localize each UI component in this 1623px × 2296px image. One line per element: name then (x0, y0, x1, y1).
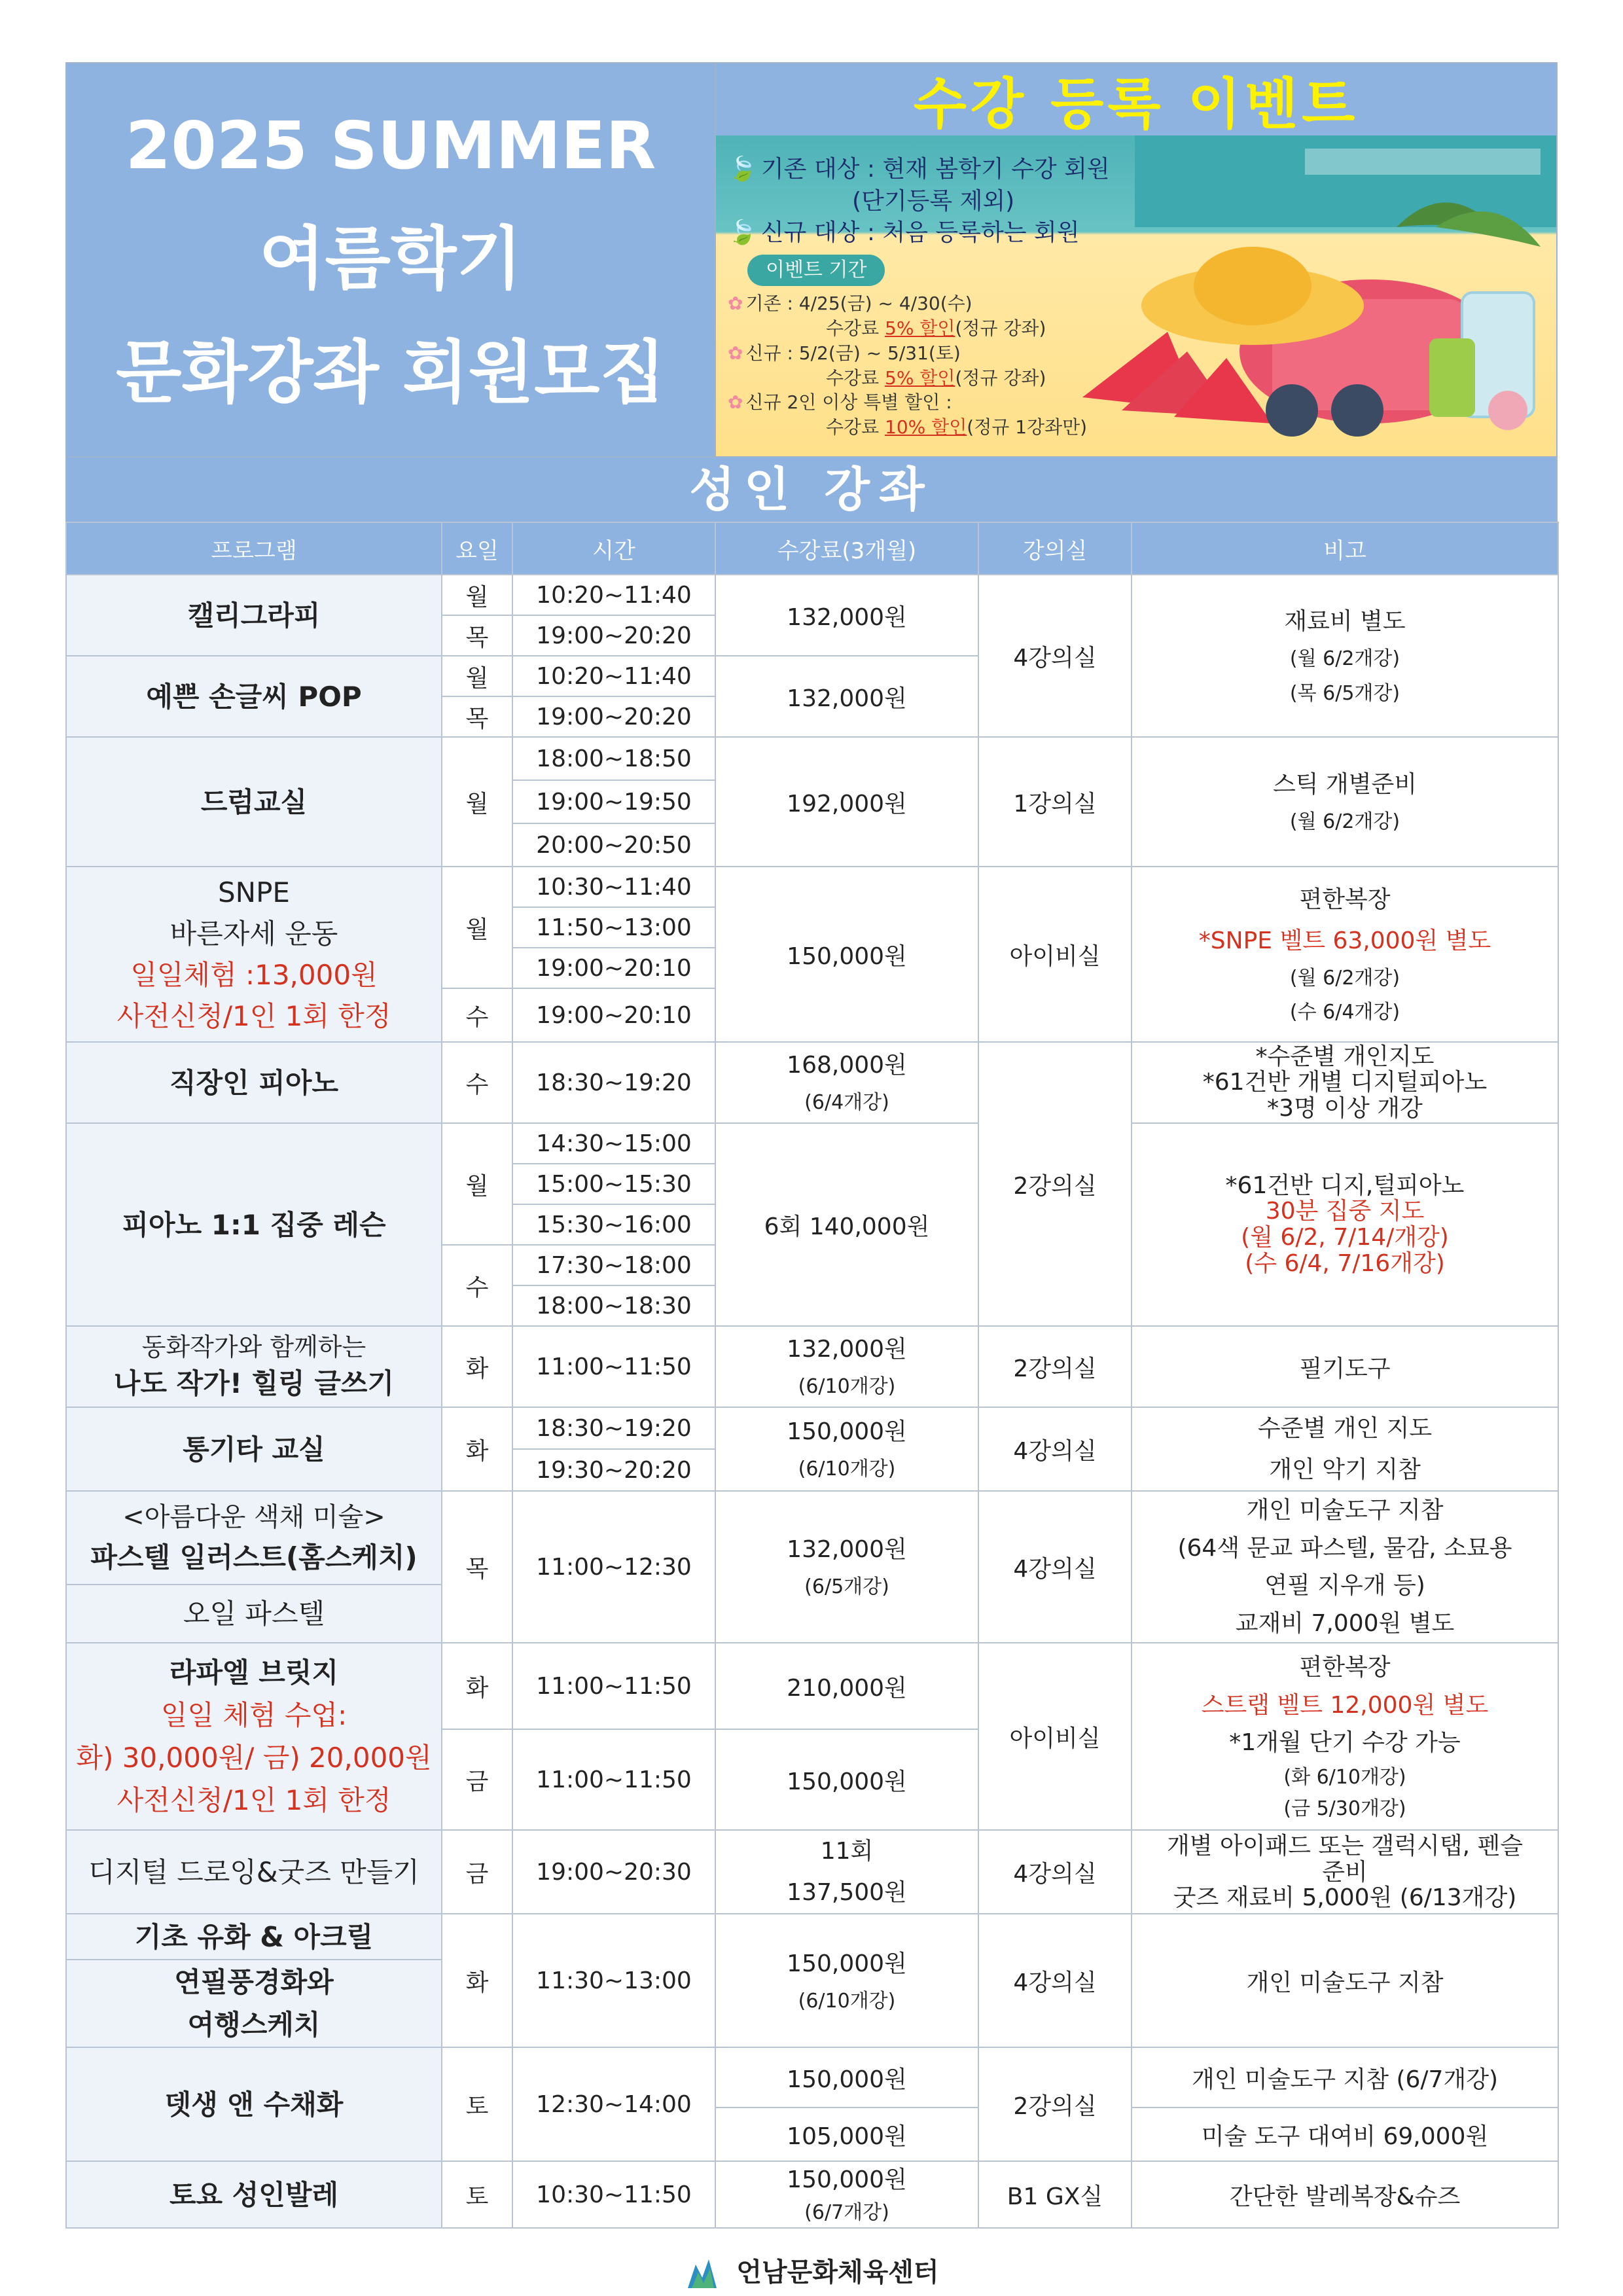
flower-icon: ✿ (728, 293, 743, 315)
time-cell: 19:00~20:20 (512, 615, 715, 656)
fee-line: (6/4개강) (804, 1091, 889, 1115)
flower-icon: ✿ (728, 342, 743, 364)
note-line: 수준별 개인 지도 (1257, 1415, 1433, 1442)
fee-line: (6/5개강) (804, 1575, 889, 1599)
note-line: (수 6/4개강) (1289, 1001, 1400, 1024)
program-line: 여행스케치 (187, 2009, 321, 2041)
time-cell: 10:20~11:40 (512, 656, 715, 696)
fee-cell: 210,000원 (715, 1643, 978, 1729)
program-name: 뎃생 앤 수채화 (66, 2047, 442, 2161)
note-line: *1개월 단기 수강 가능 (1229, 1729, 1461, 1757)
table-row (66, 1407, 1558, 1449)
event-special: 신규 2인 이상 특별 할인 : (745, 391, 952, 414)
program-name (66, 1643, 442, 1830)
leaf-icon: 🍃 (728, 156, 757, 183)
note-line: *3명 이상 개강 (1267, 1094, 1423, 1122)
event-banner (716, 135, 1556, 456)
note-line: 개인 미술도구 지참 (1246, 1497, 1444, 1524)
program-line: 동화작가와 함께하는 (141, 1333, 366, 1361)
footer (0, 2251, 1623, 2292)
discount-10: 10% 할인 (885, 416, 967, 439)
fee-cell (715, 1407, 978, 1491)
program-name (66, 867, 442, 1042)
room-cell: 아이비실 (978, 1643, 1132, 1830)
program-line: 사전신청/1인 1회 한정 (116, 1784, 391, 1817)
note-line: *SNPE 벨트 63,000원 별도 (1198, 927, 1491, 954)
program-line: 일일체험 :13,000원 (130, 959, 378, 991)
note-line: (64색 문교 파스텔, 물감, 소묘용 (1177, 1534, 1512, 1562)
title-line-3: 문화강좌 회원모집 (116, 332, 666, 412)
time-cell: 12:30~14:00 (512, 2047, 715, 2161)
note-cell: 간단한 발레복장&슈즈 (1132, 2161, 1558, 2228)
room-cell: 4강의실 (978, 1407, 1132, 1491)
regular-note: (정규 강좌) (955, 317, 1046, 340)
note-cell (1132, 1042, 1558, 1123)
note-cell (1132, 1643, 1558, 1830)
program-name (66, 1960, 442, 2047)
day-cell: 월 (442, 737, 512, 867)
fee-line: 168,000원 (787, 1052, 907, 1079)
fee-line: (6/7개강) (804, 2200, 889, 2224)
time-cell: 11:00~11:50 (512, 1326, 715, 1407)
time-cell: 19:00~20:30 (512, 1830, 715, 1914)
day-cell: 화 (442, 1914, 512, 2047)
time-cell: 18:30~19:20 (512, 1042, 715, 1123)
day-cell: 화 (442, 1643, 512, 1729)
room-cell: 아이비실 (978, 867, 1132, 1042)
program-name: 오일 파스텔 (66, 1585, 442, 1643)
fee-cell (715, 1491, 978, 1643)
col-fee: 수강료(3개월) (715, 522, 978, 575)
time-cell: 19:30~20:20 (512, 1449, 715, 1491)
fee-line: 150,000원 (787, 1950, 907, 1977)
note-cell (1132, 1491, 1558, 1643)
note-cell (1132, 737, 1558, 867)
day-cell: 수 (442, 1042, 512, 1123)
program-line: 나도 작가! 힐링 글쓰기 (113, 1367, 395, 1400)
program-name: 드럼교실 (66, 737, 442, 867)
note-line: (금 5/30개강) (1283, 1797, 1406, 1820)
fee-cell (715, 1326, 978, 1407)
poster-header (65, 62, 1558, 457)
regular-one-note: (정규 1강좌만) (967, 416, 1088, 439)
note-line: (목 6/5개강) (1289, 681, 1400, 705)
day-cell: 화 (442, 1326, 512, 1407)
note-line: (수 6/4, 7/16개강) (1245, 1249, 1445, 1277)
program-name: 직장인 피아노 (66, 1042, 442, 1123)
time-cell: 14:30~15:00 (512, 1123, 715, 1164)
time-cell: 19:00~19:50 (512, 780, 715, 823)
day-cell: 수 (442, 988, 512, 1042)
fee-cell: 105,000원 (715, 2108, 978, 2161)
program-line: 화) 30,000원/ 금) 20,000원 (76, 1742, 432, 1774)
col-day: 요일 (442, 522, 512, 575)
time-cell: 11:00~11:50 (512, 1729, 715, 1830)
table-row (66, 2047, 1558, 2108)
note-line: 30분 집중 지도 (1265, 1198, 1425, 1225)
leaf-icon: 🍃 (728, 219, 757, 247)
fee-cell: 6회 140,000원 (715, 1123, 978, 1326)
day-cell: 화 (442, 1407, 512, 1491)
poster (65, 62, 1558, 2229)
room-cell: 1강의실 (978, 737, 1132, 867)
room-cell: 2강의실 (978, 1326, 1132, 1407)
note-line: 재료비 별도 (1284, 608, 1406, 635)
program-line: <아름다운 색채 미술> (122, 1502, 385, 1533)
fee-line: 11회 (820, 1838, 874, 1865)
fee-line: (6/10개강) (798, 1989, 896, 2013)
note-line: *수준별 개인지도 (1255, 1043, 1435, 1070)
fee-line: 150,000원 (787, 1418, 907, 1446)
discount-prefix: 수강료 (826, 367, 885, 389)
note-line: 굿즈 재료비 5,000원 (6/13개강) (1173, 1884, 1517, 1912)
fee-cell (715, 1042, 978, 1123)
table-row (66, 1123, 1558, 1164)
day-cell: 금 (442, 1729, 512, 1830)
table-row (66, 1643, 1558, 1729)
discount-prefix: 수강료 (826, 416, 885, 439)
time-cell: 18:00~18:50 (512, 737, 715, 780)
col-room: 강의실 (978, 522, 1132, 575)
course-table (65, 522, 1559, 2229)
program-line: 바른자세 운동 (169, 918, 338, 950)
title-line-2: 여름학기 (259, 219, 522, 298)
flower-icon: ✿ (728, 391, 743, 414)
program-name (66, 1491, 442, 1585)
note-cell: 개인 미술도구 지참 (6/7개강) (1132, 2047, 1558, 2108)
fee-line: 150,000원 (787, 2166, 907, 2193)
note-line: 스틱 개별준비 (1272, 771, 1418, 798)
note-line: 교재비 7,000원 별도 (1235, 1609, 1455, 1637)
program-line: 파스텔 일러스트(홈스케치) (90, 1541, 418, 1574)
time-cell: 19:00~20:10 (512, 948, 715, 988)
note-line: (월 6/2, 7/14/개강) (1241, 1224, 1449, 1251)
room-cell: B1 GX실 (978, 2161, 1132, 2228)
program-line: 연필풍경화와 (174, 1966, 334, 1999)
day-cell: 토 (442, 2161, 512, 2228)
program-name (66, 1326, 442, 1407)
event-period-label: 이벤트 기간 (747, 255, 885, 287)
note-line: 연필 지우개 등) (1264, 1572, 1425, 1600)
room-cell: 4강의실 (978, 1491, 1132, 1643)
day-cell: 토 (442, 2047, 512, 2161)
event-title: 수강 등록 이벤트 (716, 63, 1556, 135)
col-note: 비고 (1132, 522, 1558, 575)
note-line: (월 6/2개강) (1289, 647, 1400, 670)
fee-cell: 150,000원 (715, 867, 978, 1042)
time-cell: 11:00~11:50 (512, 1643, 715, 1729)
fee-line: (6/10개강) (798, 1375, 896, 1399)
time-cell: 19:00~20:10 (512, 988, 715, 1042)
event-existing-period: 기존 : 4/25(금) ~ 4/30(수) (745, 293, 972, 315)
note-line: 편한복장 (1299, 1653, 1391, 1681)
table-row (66, 2161, 1558, 2228)
time-cell: 11:30~13:00 (512, 1914, 715, 2047)
fee-line: (6/10개강) (798, 1458, 896, 1481)
day-cell: 월 (442, 867, 512, 988)
table-row (66, 1326, 1558, 1407)
room-cell: 4강의실 (978, 575, 1132, 737)
note-cell (1132, 867, 1558, 1042)
program-line: SNPE (218, 876, 290, 908)
room-cell: 4강의실 (978, 1914, 1132, 2047)
note-line: 편한복장 (1299, 886, 1391, 913)
time-cell: 10:20~11:40 (512, 575, 715, 615)
event-new: 신규 대상 : 처음 등록하는 회원 (760, 219, 1080, 247)
program-name: 기초 유화 & 아크릴 (66, 1914, 442, 1960)
event-details (728, 154, 1160, 440)
program-line: 사전신청/1인 1회 한정 (116, 1000, 391, 1032)
fee-cell: 192,000원 (715, 737, 978, 867)
center-logo-icon (684, 2255, 721, 2292)
fee-cell (715, 1830, 978, 1914)
fee-cell (715, 2161, 978, 2228)
day-cell: 월 (442, 575, 512, 615)
title-box (67, 63, 715, 456)
day-cell: 목 (442, 1491, 512, 1643)
fee-line: 132,000원 (787, 1336, 907, 1363)
day-cell: 월 (442, 1123, 512, 1245)
time-cell: 10:30~11:50 (512, 2161, 715, 2228)
discount-5-existing: 5% 할인 (885, 317, 955, 340)
discount-prefix: 수강료 (826, 317, 885, 340)
program-name: 디지털 드로잉&굿즈 만들기 (66, 1830, 442, 1914)
program-name: 예쁜 손글씨 POP (66, 656, 442, 737)
program-name: 통기타 교실 (66, 1407, 442, 1491)
event-existing: 기존 대상 : 현재 봄학기 수강 회원 (760, 156, 1110, 183)
note-line: (월 6/2개강) (1289, 810, 1400, 834)
time-cell: 18:30~19:20 (512, 1407, 715, 1449)
note-cell (1132, 1407, 1558, 1491)
fee-cell: 132,000원 (715, 575, 978, 656)
day-cell: 목 (442, 615, 512, 656)
time-cell: 15:00~15:30 (512, 1164, 715, 1204)
table-row (66, 1914, 1558, 1960)
note-cell (1132, 1830, 1558, 1914)
fee-line: 132,000원 (787, 1536, 907, 1564)
day-cell: 수 (442, 1245, 512, 1326)
event-existing-note: (단기등록 제외) (852, 187, 1015, 215)
event-new-period: 신규 : 5/2(금) ~ 5/31(토) (745, 342, 961, 364)
time-cell: 17:30~18:00 (512, 1245, 715, 1285)
section-title: 성인 강좌 (65, 457, 1558, 522)
fee-cell: 150,000원 (715, 1729, 978, 1830)
note-line: *61건반 디지,털피아노 (1225, 1172, 1465, 1199)
program-name: 토요 성인발레 (66, 2161, 442, 2228)
time-cell: 20:00~20:50 (512, 823, 715, 867)
note-line: (화 6/10개강) (1283, 1765, 1406, 1789)
day-cell: 목 (442, 696, 512, 737)
note-line: *61건반 개별 디지털피아노 (1202, 1069, 1488, 1096)
fee-line: 137,500원 (787, 1879, 907, 1907)
table-row (66, 1830, 1558, 1914)
time-cell: 19:00~20:20 (512, 696, 715, 737)
note-line: 개별 아이패드 또는 갤럭시탭, 펜슬 (1166, 1832, 1524, 1859)
time-cell: 11:00~12:30 (512, 1491, 715, 1643)
fee-cell (715, 1914, 978, 2047)
table-row (66, 737, 1558, 780)
table-row (66, 1491, 1558, 1585)
time-cell: 15:30~16:00 (512, 1204, 715, 1245)
room-cell: 2강의실 (978, 1042, 1132, 1326)
note-line: (월 6/2개강) (1289, 966, 1400, 990)
program-line: 라파엘 브릿지 (169, 1657, 339, 1689)
table-header-row (66, 522, 1558, 575)
center-name: 언남문화체육센터 (736, 2257, 939, 2287)
time-cell: 18:00~18:30 (512, 1285, 715, 1326)
note-line: 스트랩 벨트 12,000원 별도 (1201, 1691, 1489, 1719)
day-cell: 금 (442, 1830, 512, 1914)
title-line-1: 2025 SUMMER (125, 107, 656, 184)
note-cell: 미술 도구 대여비 69,000원 (1132, 2108, 1558, 2161)
day-cell: 월 (442, 656, 512, 696)
program-line: 일일 체험 수업: (160, 1699, 348, 1732)
program-name: 피아노 1:1 집중 레슨 (66, 1123, 442, 1326)
note-cell: 필기도구 (1132, 1326, 1558, 1407)
time-cell: 10:30~11:40 (512, 867, 715, 907)
table-row (66, 1042, 1558, 1123)
col-program: 프로그램 (66, 522, 442, 575)
regular-note: (정규 강좌) (955, 367, 1046, 389)
note-cell (1132, 575, 1558, 737)
room-cell: 2강의실 (978, 2047, 1132, 2161)
event-box (715, 63, 1556, 456)
table-row (66, 867, 1558, 907)
note-line: 개인 악기 지참 (1269, 1456, 1421, 1483)
table-row (66, 575, 1558, 615)
program-name: 캘리그라피 (66, 575, 442, 656)
discount-5-new: 5% 할인 (885, 367, 955, 389)
note-cell (1132, 1123, 1558, 1326)
note-line: 준비 (1322, 1858, 1368, 1886)
fee-cell: 132,000원 (715, 656, 978, 737)
fee-cell: 150,000원 (715, 2047, 978, 2108)
col-time: 시간 (512, 522, 715, 575)
time-cell: 11:50~13:00 (512, 907, 715, 948)
note-cell: 개인 미술도구 지참 (1132, 1914, 1558, 2047)
room-cell: 4강의실 (978, 1830, 1132, 1914)
